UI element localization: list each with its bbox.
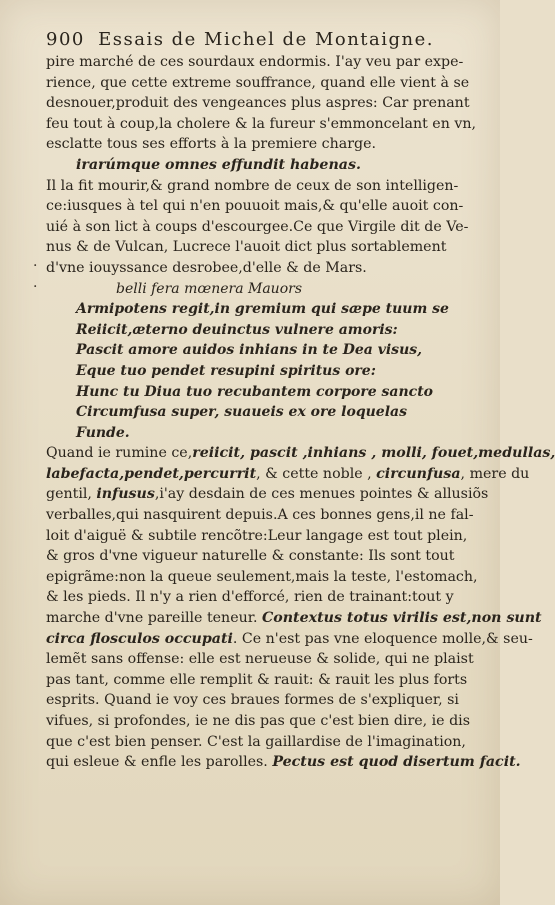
verse-line: Armipotens regit,in gremium qui sæpe tuum se bbox=[76, 301, 449, 318]
margin-mark: · bbox=[33, 279, 38, 295]
latin-quote: irarúmque omnes effundit habenas. bbox=[76, 156, 361, 173]
latin-words: circunfusa bbox=[376, 465, 461, 482]
verse-line: Circumfusa super, suaueis ex ore loquelas bbox=[76, 404, 407, 421]
latin-words: labefacta,pendet,percurrit bbox=[46, 465, 257, 482]
text-line: lemẽt sans offense: elle est nerueuse & solide, qui ne plaist bbox=[46, 651, 474, 668]
text-line: ce:iusques à tel qui n'en pouuoit mais,& qu'elle auoit con- bbox=[46, 198, 464, 215]
text-line: feu tout à coup,la cholere & la fureur s'emmoncelant en vn, bbox=[46, 115, 477, 132]
text-line: d'vne iouyssance desrobee,d'elle & de Mars. bbox=[46, 259, 367, 276]
text-line: Il la fit mourir,& grand nombre de ceux de son intelligen- bbox=[46, 177, 459, 194]
text-line: nus & de Vulcan, Lucrece l'auoit dict plus sortablement bbox=[46, 239, 447, 256]
text-run: marche d'vne pareille teneur. bbox=[46, 610, 262, 627]
text-line: esclatte tous ses efforts à la premiere charge. bbox=[46, 136, 376, 153]
verse-line: Pascit amore auidos inhians in te Dea visus, bbox=[76, 342, 423, 359]
latin-words: Contextus totus virilis est,non sunt bbox=[261, 610, 542, 627]
verse-block bbox=[46, 279, 484, 444]
text-run: Quand ie rumine ce, bbox=[46, 445, 193, 462]
text-line: uié à son lict à coups d'escourgee.Ce que Virgile dit de Ve- bbox=[46, 218, 469, 235]
text-run: . Ce n'est pas vne eloquence molle,& seu- bbox=[232, 630, 533, 647]
text-line bbox=[46, 443, 555, 464]
text-line: epigrãme:non la queue seulement,mais la teste, l'estomach, bbox=[46, 568, 478, 585]
text-run: ,i'ay desdain de ces menues pointes & allusiõs bbox=[154, 486, 489, 503]
latin-words: circa flosculos occupati bbox=[46, 630, 233, 647]
text-line bbox=[46, 608, 542, 629]
text-run: , mere du bbox=[460, 465, 530, 482]
text-line: que c'est bien penser. C'est la gaillardise de l'imagination, bbox=[46, 733, 466, 750]
text-line: rience, que cette extreme souffrance, quand elle vient à se bbox=[46, 74, 470, 91]
text-line: pas tant, comme elle remplit & rauit: & rauit les plus forts bbox=[46, 671, 468, 688]
verse-line: Funde. bbox=[76, 424, 130, 441]
text-line: & gros d'vne vigueur naturelle & constante: Ils sont tout bbox=[46, 548, 455, 565]
running-title: Essais de Michel de Montaigne. bbox=[98, 29, 435, 50]
verse-line: Reiicit,æterno deuinctus vulnere amoris: bbox=[76, 321, 398, 338]
text-line: verballes,qui nasquirent depuis.A ces bonnes gens,il ne fal- bbox=[46, 507, 474, 524]
text-run: , & cette noble , bbox=[256, 465, 377, 482]
text-run: gentil, bbox=[46, 486, 97, 503]
verse-line: Hunc tu Diua tuo recubantem corpore sancto bbox=[76, 383, 434, 400]
running-head bbox=[46, 28, 484, 52]
latin-words: infusus bbox=[96, 486, 155, 503]
page-number: 900 bbox=[46, 29, 85, 50]
text-line: vifues, si profondes, ie ne dis pas que c'est bien dire, ie dis bbox=[46, 713, 470, 729]
margin-mark: · bbox=[33, 258, 38, 274]
text-line: esprits. Quand ie voy ces braues formes de s'expliquer, si bbox=[46, 692, 459, 709]
text-line bbox=[46, 484, 489, 505]
text-line bbox=[46, 464, 530, 485]
text-line: desnouer,produit des vengeances plus aspres: Car prenant bbox=[46, 95, 470, 112]
latin-words: reiicit, pascit ,inhians , molli, fouet,medullas, bbox=[192, 445, 555, 462]
text-line: & les pieds. Il n'y a rien d'efforcé, rien de trainant:tout y bbox=[46, 589, 454, 606]
text-line: pire marché de ces sourdaux endormis. I'ay veu par expe- bbox=[46, 54, 464, 70]
verse-line: Eque tuo pendet resupini spiritus ore: bbox=[76, 362, 376, 379]
text-run: qui esleue & enfle les parolles. bbox=[46, 754, 273, 771]
text-line: loit d'aiguë & subtile rencõtre:Leur langage est tout plein, bbox=[46, 527, 468, 544]
text-line bbox=[46, 752, 521, 773]
verse-line: belli fera mœnera Mauors bbox=[116, 280, 302, 297]
text-line bbox=[46, 629, 533, 650]
latin-words: Pectus est quod disertum facit. bbox=[272, 754, 521, 771]
page-text bbox=[46, 52, 555, 773]
